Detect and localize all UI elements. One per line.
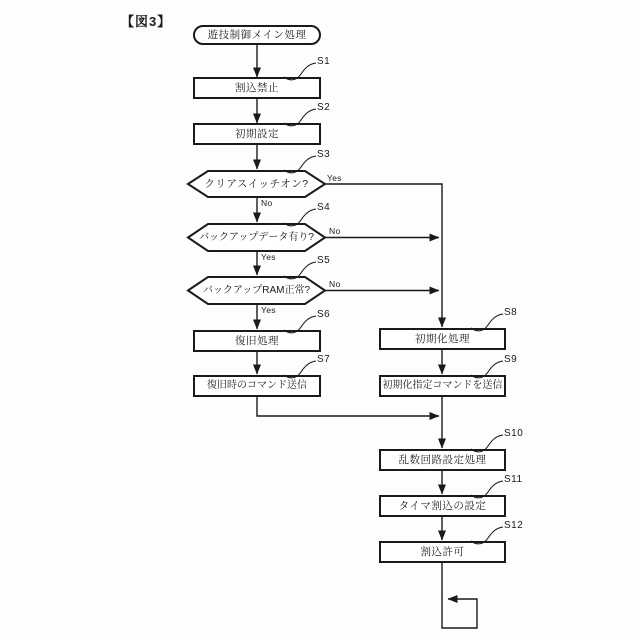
step-s9-id: S9 xyxy=(504,354,518,365)
branch-s5-no: No xyxy=(329,279,341,289)
branch-s4-yes: Yes xyxy=(261,252,276,262)
connector-s12-endless-loop xyxy=(442,562,477,628)
step-s12-label: 割込許可 xyxy=(420,545,465,558)
step-s6-label: 復旧処理 xyxy=(235,334,279,347)
branch-s4-no: No xyxy=(329,226,341,236)
figure-title: 【図3】 xyxy=(121,14,172,29)
step-s10-label: 乱数回路設定処理 xyxy=(398,453,487,466)
start-terminal-label: 遊技制御メイン処理 xyxy=(207,28,307,41)
step-s2-label: 初期設定 xyxy=(235,127,279,140)
step-s5-label: バックアップRAM正常? xyxy=(202,284,311,296)
step-s8-id: S8 xyxy=(504,307,518,318)
connector-s7-join xyxy=(257,396,439,416)
step-s4-id: S4 xyxy=(317,202,331,213)
step-s7-id: S7 xyxy=(317,354,331,365)
step-s6-id: S6 xyxy=(317,309,331,320)
step-s12-id: S12 xyxy=(504,520,524,531)
step-s3-label: クリアスイッチオン? xyxy=(204,177,309,190)
step-s4-label: バックアップデータ有り? xyxy=(199,231,314,243)
step-s11-id: S11 xyxy=(504,474,523,485)
step-s11-label: タイマ割込の設定 xyxy=(398,499,487,512)
step-s3-id: S3 xyxy=(317,149,331,160)
step-s2-id: S2 xyxy=(317,102,331,113)
step-s7-label: 復旧時のコマンド送信 xyxy=(207,380,307,391)
branch-s3-yes: Yes xyxy=(327,173,342,183)
step-s10-id: S10 xyxy=(504,428,524,439)
connector-s3-yes-s8 xyxy=(325,184,442,327)
step-s1-label: 割込禁止 xyxy=(235,81,279,94)
branch-s5-yes: Yes xyxy=(261,305,276,315)
step-s5-id: S5 xyxy=(317,255,331,266)
step-s1-id: S1 xyxy=(317,56,331,67)
branch-s3-no: No xyxy=(261,198,273,208)
step-s8-label: 初期化処理 xyxy=(415,332,470,345)
step-s9-label: 初期化指定コマンドを送信 xyxy=(382,380,503,391)
